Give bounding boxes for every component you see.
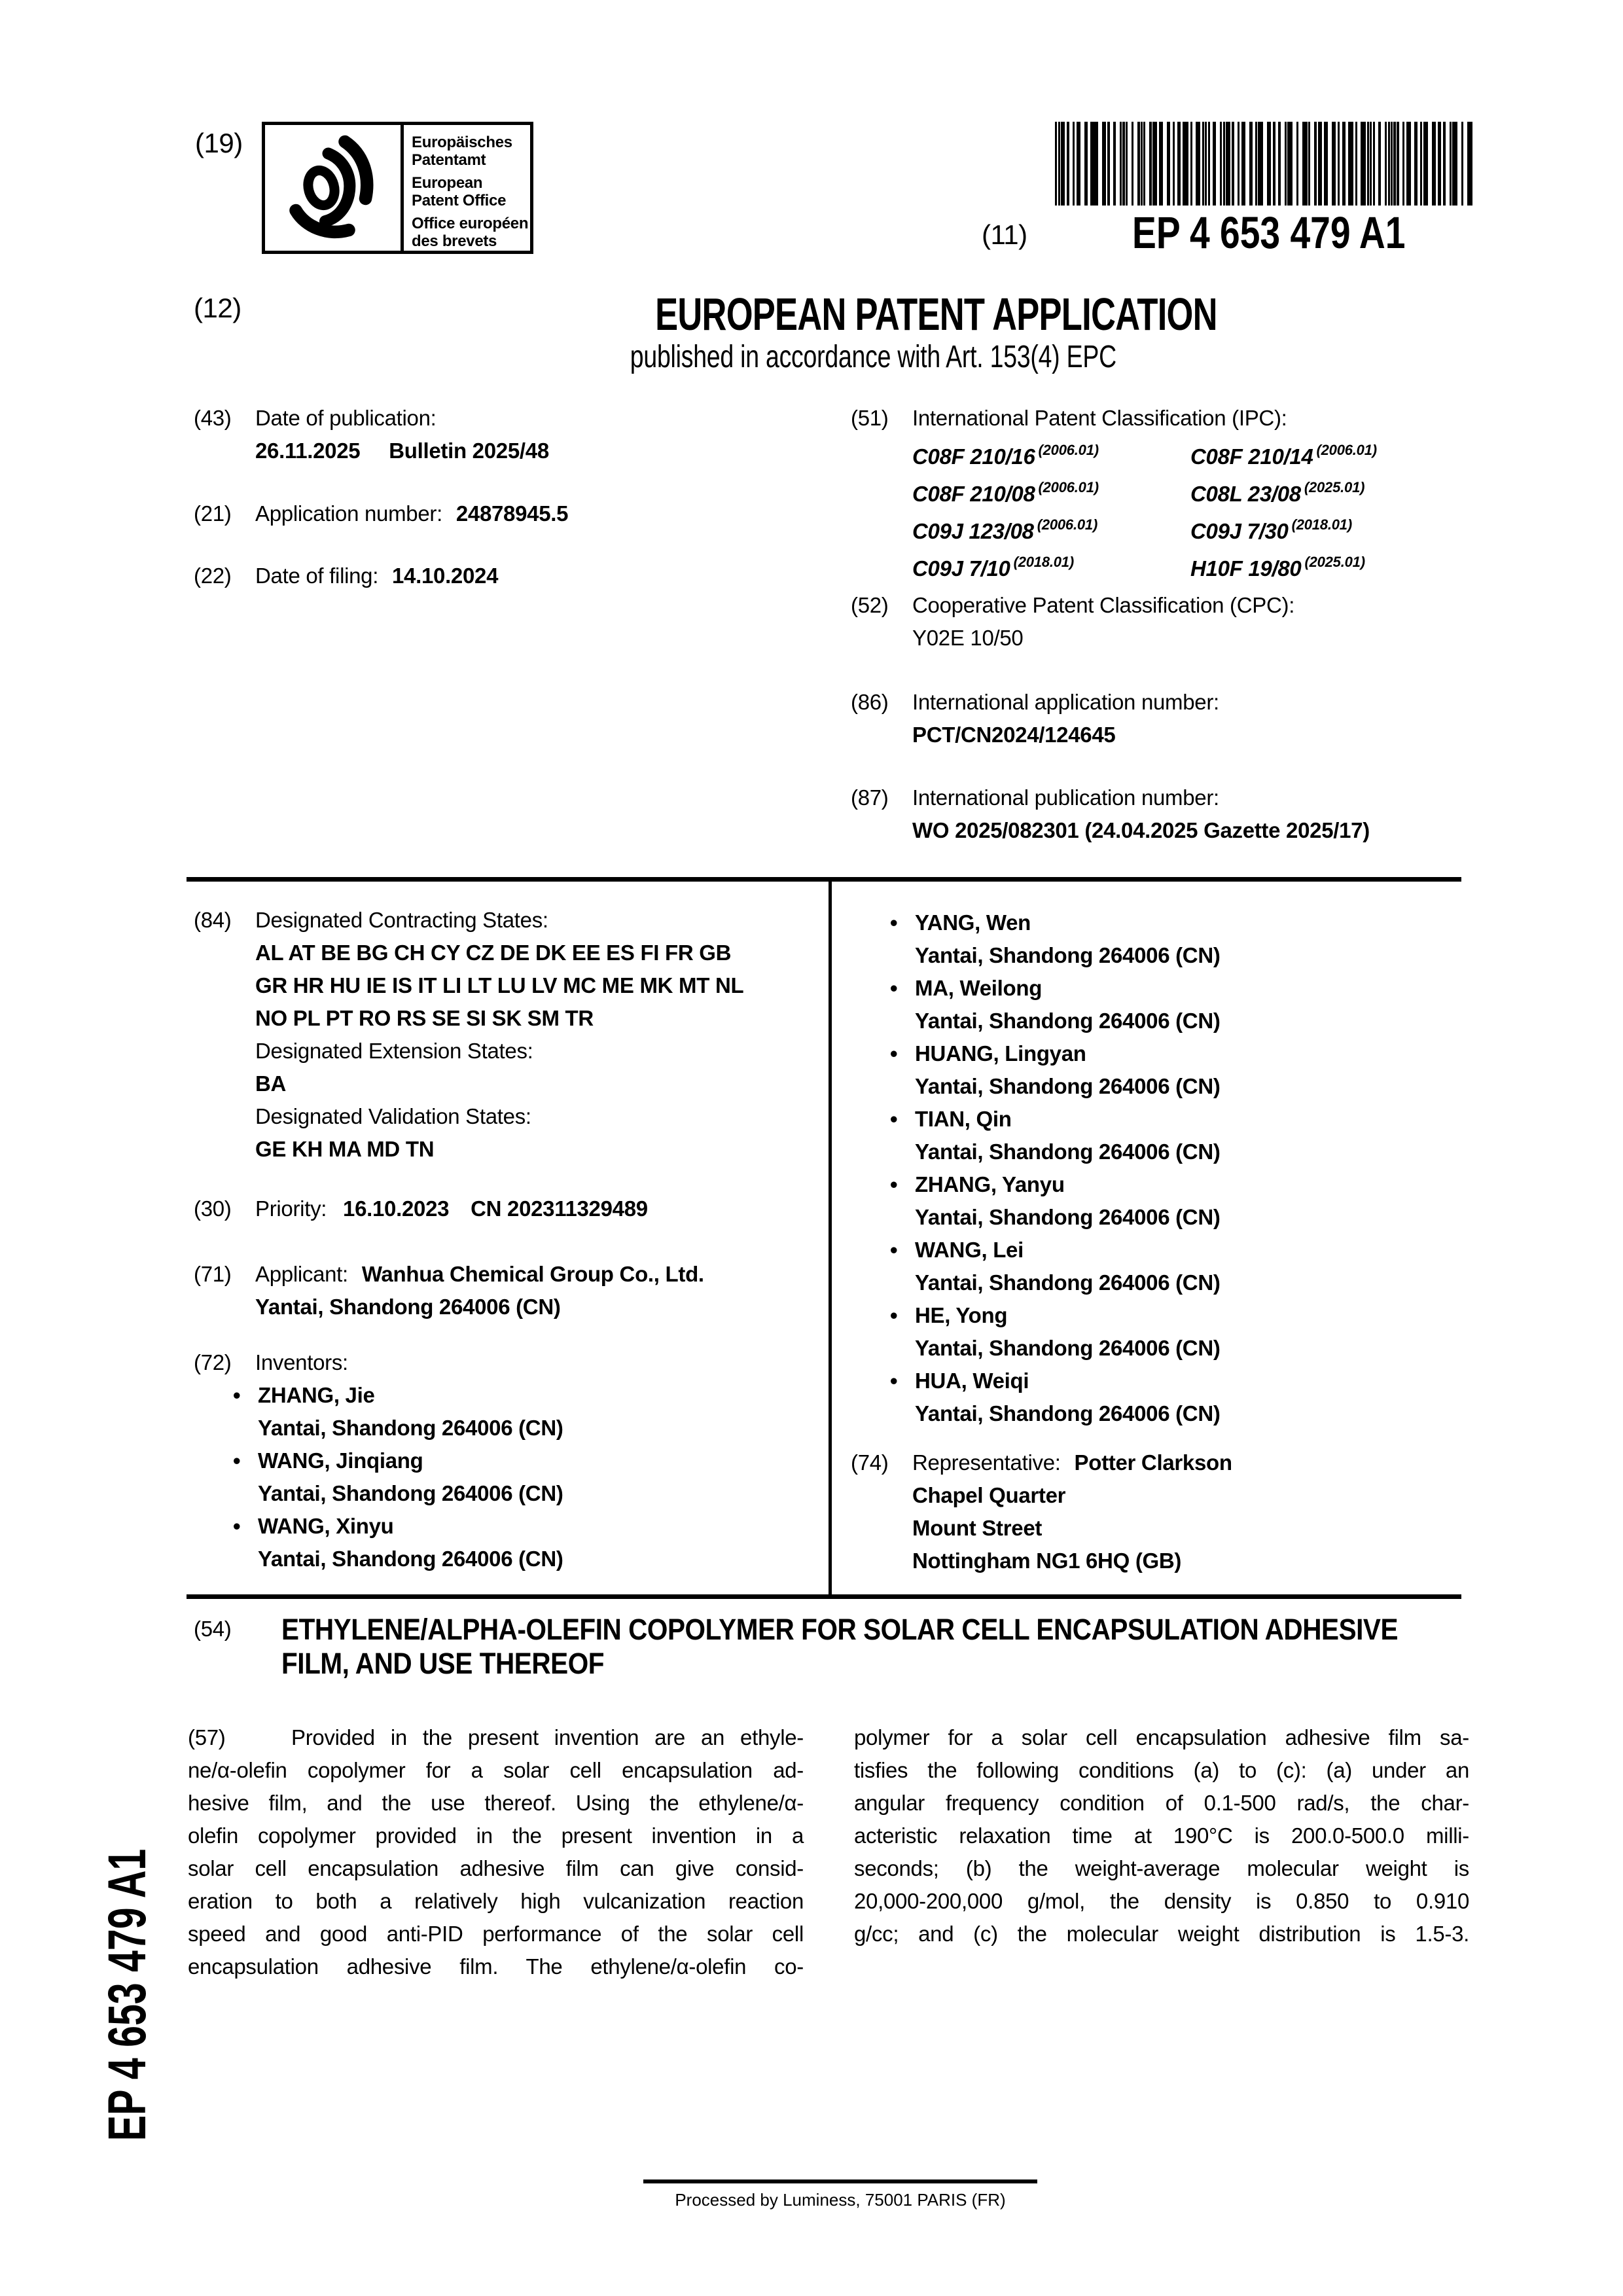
bullet-icon: •	[233, 1448, 241, 1473]
extension-states-value: BA	[255, 1071, 287, 1096]
field-number: (43)	[194, 406, 232, 430]
ipc-entry: C09J 7/10 $^{(2018.01)}$	[912, 554, 1074, 581]
inventor-name: WANG, Jinqiang	[258, 1448, 423, 1473]
inventor-item	[890, 1365, 1472, 1430]
inventor-item	[890, 1037, 1472, 1103]
field-number: (21)	[194, 501, 232, 526]
abstract-line: acteristic relaxation time at 190°C is 200.0-500.0 milli-	[854, 1823, 1469, 1848]
inventor-name: HUA, Weiqi	[915, 1369, 1029, 1393]
horizontal-rule-bottom	[187, 1594, 1461, 1599]
inventor-name: WANG, Xinyu	[258, 1514, 394, 1538]
inventor-name: HE, Yong	[915, 1303, 1008, 1327]
inventor-name: ZHANG, Yanyu	[915, 1172, 1065, 1196]
representative-name: Potter Clarkson	[1074, 1450, 1232, 1475]
field-number: (30)	[194, 1196, 232, 1221]
footer-processing-note: Processed by Luminess, 75001 PARIS (FR)	[675, 2190, 1006, 2210]
representative-address-line: Mount Street	[912, 1516, 1043, 1540]
field-label: Designated Contracting States:	[255, 908, 548, 932]
epo-name-fr: Office européen	[412, 215, 529, 232]
inventor-item	[890, 1299, 1472, 1365]
inventor-address: Yantai, Shandong 264006 (CN)	[915, 943, 1221, 967]
ipc-entry: H10F 19/80 $^{(2025.01)}$	[1190, 554, 1365, 581]
field-number: (71)	[194, 1262, 232, 1286]
validation-states-label: Designated Validation States:	[255, 1104, 531, 1128]
bullet-icon: •	[890, 910, 898, 935]
inventor-address: Yantai, Shandong 264006 (CN)	[915, 1009, 1221, 1033]
inventor-address: Yantai, Shandong 264006 (CN)	[915, 1074, 1221, 1098]
bullet-icon: •	[890, 1238, 898, 1262]
abstract-line: hesive film, and the use thereof. Using the ethylene/α-	[188, 1791, 804, 1815]
bullet-icon: •	[233, 1383, 241, 1407]
intl-application-number: PCT/CN2024/124645	[912, 723, 1116, 747]
inventor-name: MA, Weilong	[915, 976, 1043, 1000]
epo-name-de: Europäisches	[412, 134, 512, 151]
epo-logo-box	[262, 122, 533, 254]
field-22-filing-date	[194, 560, 812, 592]
document-type-heading: EUROPEAN PATENT APPLICATION	[655, 289, 1217, 340]
field-30-priority	[194, 1193, 812, 1225]
inventor-item	[890, 906, 1472, 972]
inventor-address: Yantai, Shandong 264006 (CN)	[915, 1401, 1221, 1426]
bullet-icon: •	[890, 1041, 898, 1066]
epo-spiral-icon	[284, 133, 382, 243]
inventor-address: Yantai, Shandong 264006 (CN)	[915, 1336, 1221, 1360]
abstract-line: seconds; (b) the weight-average molecular weight is	[854, 1856, 1469, 1880]
field-number: (86)	[851, 690, 889, 714]
bullet-icon: •	[890, 1369, 898, 1393]
field-label: Representative:	[912, 1450, 1061, 1475]
publication-date: 26.11.2025	[255, 439, 361, 463]
filing-date: 14.10.2024	[391, 564, 499, 588]
inventor-name: TIAN, Qin	[915, 1107, 1012, 1131]
inventor-address: Yantai, Shandong 264006 (CN)	[258, 1416, 563, 1440]
vertical-column-rule	[829, 877, 832, 1594]
field-number: (57)	[188, 1725, 226, 1749]
priority-number: CN 202311329489	[471, 1196, 648, 1221]
abstract-line: tisfies the following conditions (a) to (c): (a) under an	[854, 1758, 1469, 1782]
field-label: Application number:	[255, 501, 442, 526]
extension-states-label: Designated Extension States:	[255, 1039, 533, 1063]
ipc-list	[912, 435, 1472, 584]
bullet-icon: •	[890, 1303, 898, 1327]
states-line: AL AT BE BG CH CY CZ DE DK EE ES FI FR GB	[255, 941, 732, 965]
field-52-cpc	[851, 589, 1472, 655]
publication-number: EP 4 653 479 A1	[1132, 207, 1406, 258]
field-number: (72)	[194, 1350, 232, 1374]
field-12-number: (12)	[194, 293, 241, 323]
priority-date: 16.10.2023	[343, 1196, 450, 1221]
horizontal-rule-top	[187, 877, 1461, 882]
inventor-item	[233, 1444, 812, 1510]
field-71-applicant	[194, 1258, 812, 1323]
states-line: NO PL PT RO RS SE SI SK SM TR	[255, 1006, 594, 1030]
field-72-inventors	[194, 1346, 812, 1575]
inventor-item	[233, 1379, 812, 1444]
ipc-entry: C08F 210/14 $^{(2006.01)}$	[1190, 442, 1377, 469]
applicant-name: Wanhua Chemical Group Co., Ltd.	[361, 1262, 704, 1286]
abstract-line: encapsulation adhesive film. The ethylene/α-olefin co-	[188, 1954, 804, 1979]
field-number: (87)	[851, 785, 889, 810]
field-11-number: (11)	[982, 219, 1027, 250]
inventor-name: WANG, Lei	[915, 1238, 1024, 1262]
bullet-icon: •	[890, 1172, 898, 1196]
abstract-line: angular frequency condition of 0.1-500 rad/s, the char-	[854, 1791, 1469, 1815]
field-number: (54)	[194, 1617, 232, 1641]
invention-title-line: ETHYLENE/ALPHA-OLEFIN COPOLYMER FOR SOLAR CELL ENCAPSULATION ADHESIVE	[281, 1613, 1399, 1646]
application-number: 24878945.5	[455, 501, 569, 526]
epo-spiral-logo	[265, 125, 404, 251]
ipc-entry: C09J 7/30 $^{(2018.01)}$	[1190, 516, 1352, 543]
cpc-value: Y02E 10/50	[912, 626, 1024, 650]
field-label: International application number:	[912, 690, 1219, 714]
field-number: (22)	[194, 564, 232, 588]
abstract-line: 20,000-200,000 g/mol, the density is 0.850 to 0.910	[854, 1889, 1469, 1913]
field-number: (84)	[194, 908, 232, 932]
field-number: (52)	[851, 593, 889, 617]
vertical-document-id: EP 4 653 479 A1	[98, 1848, 157, 2142]
epo-name-en: European	[412, 174, 483, 192]
field-label: Date of publication:	[255, 406, 437, 430]
ipc-entry: C08F 210/08 $^{(2006.01)}$	[912, 479, 1099, 506]
abstract-line: Provided in the present invention are an ethyle-	[291, 1725, 804, 1749]
inventor-address: Yantai, Shandong 264006 (CN)	[915, 1205, 1221, 1229]
inventor-name: HUANG, Lingyan	[915, 1041, 1086, 1066]
field-label: International publication number:	[912, 785, 1219, 810]
abstract-column-right	[854, 1721, 1469, 1950]
representative-address-line: Nottingham NG1 6HQ (GB)	[912, 1549, 1182, 1573]
ipc-entry: C08F 210/16 $^{(2006.01)}$	[912, 442, 1099, 469]
inventor-name: YANG, Wen	[915, 910, 1031, 935]
field-74-representative	[851, 1446, 1472, 1577]
inventor-address: Yantai, Shandong 264006 (CN)	[258, 1547, 563, 1571]
field-label: Priority:	[255, 1196, 327, 1221]
inventor-address: Yantai, Shandong 264006 (CN)	[915, 1139, 1221, 1164]
abstract-line: eration to both a relatively high vulcanization reaction	[188, 1889, 804, 1913]
field-label: Applicant:	[255, 1262, 348, 1286]
abstract-line: olefin copolymer provided in the present invention in a	[188, 1823, 804, 1848]
validation-states-value: GE KH MA MD TN	[255, 1137, 435, 1161]
ipc-entry: C08L 23/08 $^{(2025.01)}$	[1190, 479, 1365, 506]
field-label: Date of filing:	[255, 564, 379, 588]
inventor-address: Yantai, Shandong 264006 (CN)	[258, 1481, 563, 1505]
inventor-address: Yantai, Shandong 264006 (CN)	[915, 1270, 1221, 1295]
abstract-line: solar cell encapsulation adhesive film can give consid-	[188, 1856, 804, 1880]
intl-publication-number: WO 2025/082301 (24.04.2025 Gazette 2025/17)	[912, 818, 1370, 842]
field-number: (51)	[851, 406, 889, 430]
field-label: International Patent Classification (IPC):	[912, 406, 1287, 430]
representative-address-line: Chapel Quarter	[912, 1483, 1066, 1507]
inventors-continued-list	[890, 906, 1472, 1430]
bullet-icon: •	[890, 1107, 898, 1131]
bulletin: Bulletin 2025/48	[389, 439, 549, 463]
field-label: Inventors:	[255, 1350, 348, 1374]
field-21-application-number	[194, 497, 812, 530]
field-label: Cooperative Patent Classification (CPC):	[912, 593, 1295, 617]
abstract-line: polymer for a solar cell encapsulation adhesive film sa-	[854, 1725, 1469, 1749]
states-line: GR HR HU IE IS IT LI LT LU LV MC ME MK MT NL	[255, 973, 744, 997]
ipc-entry: C09J 123/08 $^{(2006.01)}$	[912, 516, 1098, 543]
bullet-icon: •	[890, 976, 898, 1000]
epo-office-names: Europäisches Patentamt European Patent Office Office européen des brevets	[404, 125, 530, 251]
bullet-icon: •	[233, 1514, 241, 1538]
field-84-designated-states	[194, 904, 812, 1166]
applicant-address: Yantai, Shandong 264006 (CN)	[255, 1295, 561, 1319]
field-86-intl-application	[851, 686, 1472, 751]
inventor-item	[890, 972, 1472, 1037]
invention-title-line: FILM, AND USE THEREOF	[281, 1647, 605, 1680]
footer-rule	[643, 2179, 1037, 2183]
field-43-publication-date	[194, 402, 812, 467]
inventor-item	[890, 1168, 1472, 1234]
abstract-column-left	[188, 1721, 804, 1983]
inventor-name: ZHANG, Jie	[258, 1383, 375, 1407]
field-number: (74)	[851, 1450, 889, 1475]
field-19-number: (19)	[195, 128, 243, 158]
inventor-item	[890, 1234, 1472, 1299]
abstract-line: ne/α-olefin copolymer for a solar cell encapsulation ad-	[188, 1758, 804, 1782]
barcode	[1055, 122, 1472, 206]
inventor-item	[233, 1510, 812, 1575]
document-subtitle: published in accordance with Art. 153(4) EPC	[630, 340, 1116, 374]
inventor-item	[890, 1103, 1472, 1168]
abstract-line: speed and good anti-PID performance of the solar cell	[188, 1922, 804, 1946]
field-51-ipc	[851, 402, 1472, 584]
field-54-invention-title	[194, 1613, 1466, 1681]
field-87-intl-publication	[851, 781, 1472, 847]
abstract-line: g/cc; and (c) the molecular weight distribution is 1.5-3.	[854, 1922, 1469, 1946]
